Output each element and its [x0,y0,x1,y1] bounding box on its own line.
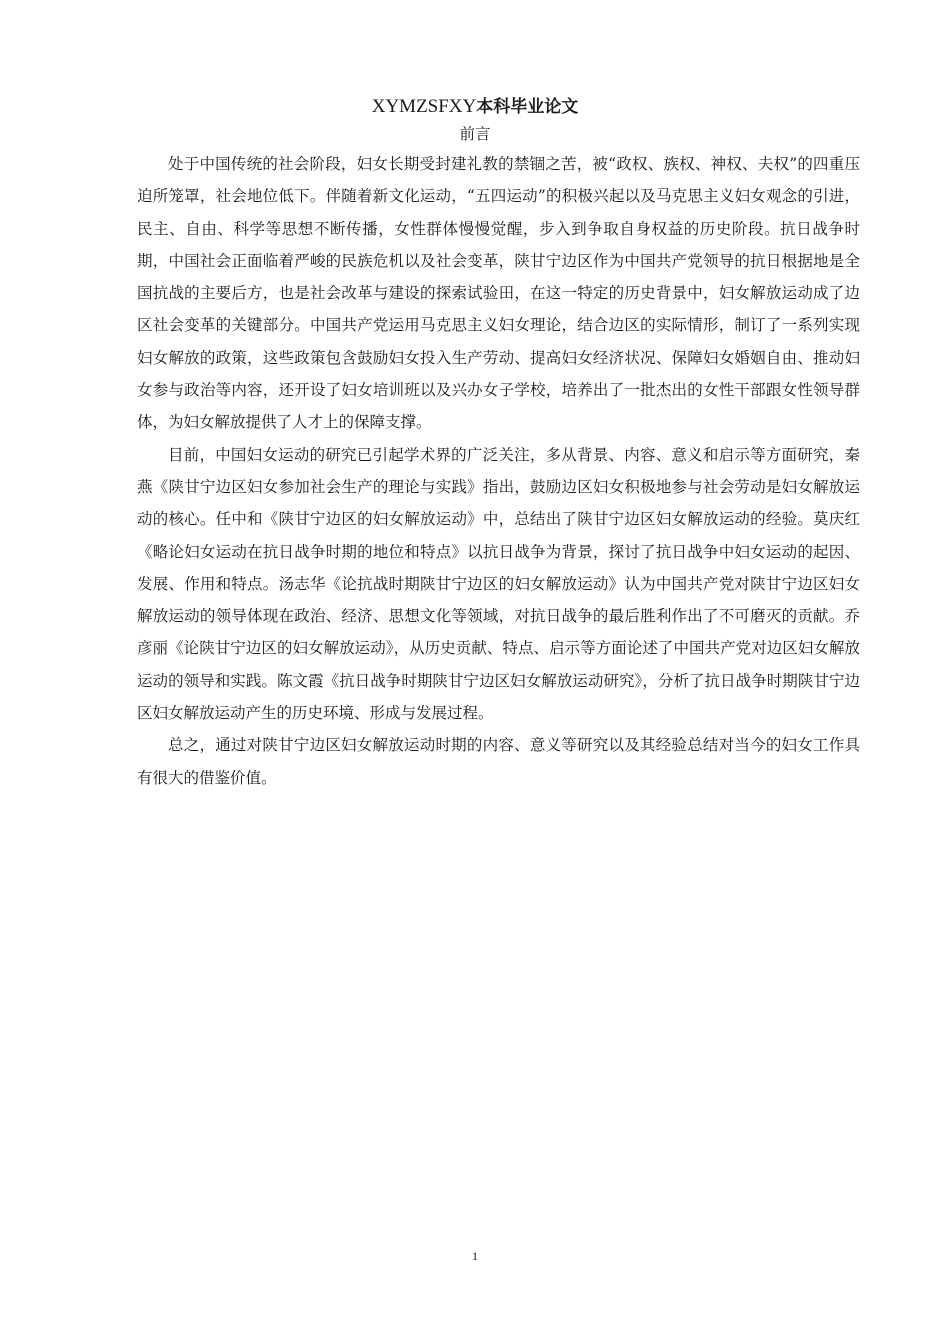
paragraph: 总之，通过对陕甘宁边区妇女解放运动时期的内容、意义等研究以及其经验总结对当今的妇女工作具有很大的借鉴价值。 [137,736,860,787]
page-header [0,94,950,120]
paragraph: 处于中国传统的社会阶段，妇女长期受封建礼教的禁锢之苦，被“政权、族权、神权、夫权”的四重压迫所笼罩，社会地位低下。伴随着新文化运动，“五四运动”的积极兴起以及马克思主义妇女观念的引进，民主、自由、科学等思想不断传播，女性群体慢慢觉醒，步入到争取自身权益的历史阶段。抗日战争时期，中国社会正面临着严峻的民族危机以及社会变革，陕甘宁边区作为中国共产党领导的抗日根据地是全国抗战的主要后方，也是社会改革与建设的探索试验田，在这一特定的历史背景中，妇女解放运动成了边区社会变革的关键部分。中国共产党运用马克思主义妇女理论，结合边区的实际情形，制订了一系列实现妇女解放的政策，这些政策包含鼓励妇女投入生产劳动、提高妇女经济状况、保障妇女婚姻自由、推动妇女参与政治等内容，还开设了妇女培训班以及兴办女子学校，培养出了一批杰出的女性干部跟女性领导群体，为妇女解放提供了人才上的保障支撑。 [137,155,860,432]
body-text [137,148,860,794]
section-title: 前言 [459,125,491,143]
header-label: 本科毕业论文 [476,97,579,117]
page-number: 1 [472,1249,478,1263]
header-code: XYMZSFXY [371,96,477,117]
paragraph: 目前，中国妇女运动的研究已引起学术界的广泛关注，多从背景、内容、意义和启示等方面研究，秦燕《陕甘宁边区妇女参加社会生产的理论与实践》指出，鼓励边区妇女积极地参与社会劳动是妇女解放运动的核心。任中和《陕甘宁边区的妇女解放运动》中，总结出了陕甘宁边区妇女解放运动的经验。莫庆红《略论妇女运动在抗日战争时期的地位和特点》以抗日战争为背景，探讨了抗日战争中妇女运动的起因、发展、作用和特点。汤志华《论抗战时期陕甘宁边区的妇女解放运动》认为中国共产党对陕甘宁边区妇女解放运动的领导体现在政治、经济、思想文化等领域，对抗日战争的最后胜利作出了不可磨灭的贡献。乔彦丽《论陕甘宁边区的妇女解放运动》，从历史贡献、特点、启示等方面论述了中国共产党对边区妇女解放运动的领导和实践。陈文霞《抗日战争时期陕甘宁边区妇女解放运动研究》，分析了抗日战争时期陕甘宁边区妇女解放运动产生的历史环境、形成与发展过程。 [137,445,860,723]
